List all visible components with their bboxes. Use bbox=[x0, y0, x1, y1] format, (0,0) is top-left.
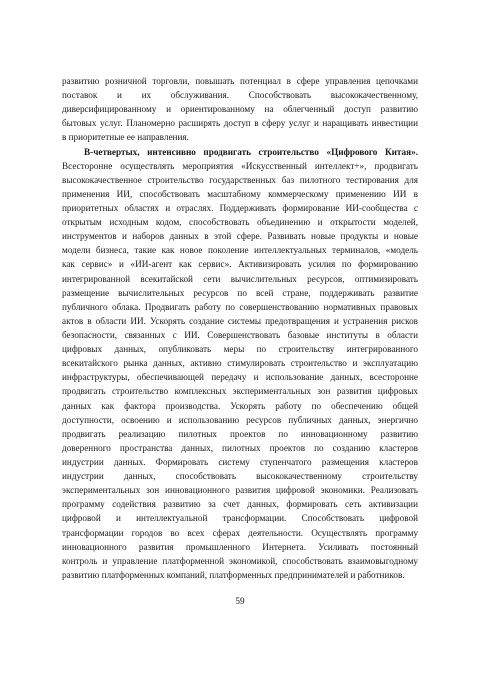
text-line bbox=[62, 130, 418, 144]
line-text: продвигать строительство комплексных экспериментальных зон развития цифровых bbox=[62, 386, 418, 397]
text-line bbox=[62, 356, 418, 370]
text-line bbox=[62, 257, 418, 271]
text-line bbox=[62, 243, 418, 257]
line-text: программу содействия развитию за счет данных, формировать сеть активизации bbox=[62, 499, 418, 510]
line-text: индустрии данных, способствовать высококачественному строительству bbox=[62, 471, 418, 482]
text-line bbox=[62, 399, 418, 413]
line-text: доступности, освоению и использованию ресурсов публичных данных, энергично bbox=[62, 414, 418, 425]
text-line bbox=[62, 201, 418, 215]
text-line bbox=[62, 483, 418, 497]
line-text: интегрированной всекитайской сети вычислительных ресурсов, оптимизировать bbox=[62, 273, 418, 284]
text-line bbox=[62, 102, 418, 116]
line-text: развитию розничной торговли, повышать потенциал в сфере управления цепочками bbox=[62, 76, 418, 86]
text-line bbox=[62, 413, 418, 427]
text-line bbox=[62, 159, 418, 173]
page-number: 59 bbox=[235, 596, 245, 606]
line-text: модели бизнеса, такие как новое поколение интеллектуальных терминалов, «модель bbox=[62, 245, 418, 256]
text-line bbox=[62, 568, 418, 582]
line-text: в приоритетные ее направления. bbox=[62, 132, 189, 143]
line-text: данных как фактора производства. Ускорять работу по обеспечению общей bbox=[62, 400, 418, 411]
text-line bbox=[62, 526, 418, 540]
text-line bbox=[62, 74, 418, 88]
text-line bbox=[62, 116, 418, 130]
line-text: всекитайского рынка данных, активно стимулировать строительство и эксплуатацию bbox=[62, 358, 418, 369]
line-text: безопасности, связанных с ИИ. Совершенствовать базовые институты в области bbox=[62, 329, 418, 340]
line-text: приоритетных областях и отраслях. Поддерживать формирование ИИ-сообщества с bbox=[62, 202, 418, 213]
text-line bbox=[62, 455, 418, 469]
line-text: продвигать реализацию пилотных проектов по инновационному развитию bbox=[62, 428, 418, 439]
text-line bbox=[62, 342, 418, 356]
text-line bbox=[62, 286, 418, 300]
line-text: открытым исходным кодом, способствовать объединению и открытости моделей, bbox=[62, 217, 418, 228]
text-line bbox=[62, 370, 418, 384]
line-text: как сервис» и «ИИ-агент как сервис». Активизировать усилия по формированию bbox=[62, 259, 418, 270]
line-text: трансформации городов во всех сферах деятельности. Осуществлять программу bbox=[62, 527, 418, 538]
text-line bbox=[62, 145, 418, 159]
line-text: развитию платформенных компаний, платформенных предпринимателей и работников. bbox=[62, 569, 405, 580]
line-text: актов в области ИИ. Ускорять создание системы предотвращения и устранения рисков bbox=[62, 315, 418, 326]
line-text: поставок и их обслуживания. Способствовать высококачественному, bbox=[62, 90, 418, 101]
section-heading-text: В-четвертых, интенсивно продвигать строительство «Цифрового Китая». bbox=[84, 146, 418, 157]
line-text: цифровой и интеллектуальной трансформации. Способствовать цифровой bbox=[62, 513, 418, 524]
line-text: бытовых услуг. Планомерно расширять доступ в сферу услуг и наращивать инвестиции bbox=[62, 118, 418, 129]
line-text: инструментов и наборов данных в этой сфере. Развивать новые продукты и новые bbox=[62, 231, 418, 242]
line-text: высококачественное строительство государственных баз пилотного тестирования для bbox=[62, 174, 418, 185]
line-text: контроль и управление платформенной экономикой, способствовать взаимовыгодному bbox=[62, 555, 418, 566]
line-text: доверенного пространства данных, пилотных проектов по созданию кластеров bbox=[62, 442, 418, 453]
line-text: индустрии данных. Формировать систему ступенчатого размещения кластеров bbox=[62, 456, 418, 467]
text-line bbox=[62, 427, 418, 441]
line-text: диверсифицированному и ориентированному на облегченный доступ развитию bbox=[62, 104, 418, 115]
line-text: Всесторонне осуществлять мероприятия «Искусственный интеллект+», продвигать bbox=[62, 160, 418, 171]
text-line bbox=[62, 272, 418, 286]
line-text: размещение вычислительных ресурсов по всей стране, поддерживать развитие bbox=[62, 287, 418, 298]
line-text: инфраструктуры, обеспечивающей передачу и использование данных, всесторонне bbox=[62, 372, 418, 383]
line-text: применения ИИ, способствовать масштабному коммерческому применению ИИ в bbox=[62, 188, 418, 199]
text-line bbox=[62, 173, 418, 187]
line-text: цифровых данных, опубликовать меры по строительству интегрированного bbox=[62, 344, 418, 355]
text-line bbox=[62, 314, 418, 328]
text-line bbox=[62, 469, 418, 483]
line-text: публичного облака. Продвигать работу по совершенствованию нормативных правовых bbox=[62, 301, 418, 312]
text-line bbox=[62, 88, 418, 102]
text-line bbox=[62, 215, 418, 229]
text-line bbox=[62, 497, 418, 511]
text-line bbox=[62, 540, 418, 554]
text-line bbox=[62, 554, 418, 568]
text-line bbox=[62, 441, 418, 455]
line-text: инновационного развития промышленного Интернета. Усиливать постоянный bbox=[62, 541, 418, 552]
text-line bbox=[62, 229, 418, 243]
text-line bbox=[62, 328, 418, 342]
text-line bbox=[62, 511, 418, 525]
text-line bbox=[62, 300, 418, 314]
text-line bbox=[62, 384, 418, 398]
text-line bbox=[62, 187, 418, 201]
line-text: экспериментальных зон инновационного развития цифровой экономики. Реализовать bbox=[62, 485, 418, 496]
body-text bbox=[62, 74, 418, 582]
